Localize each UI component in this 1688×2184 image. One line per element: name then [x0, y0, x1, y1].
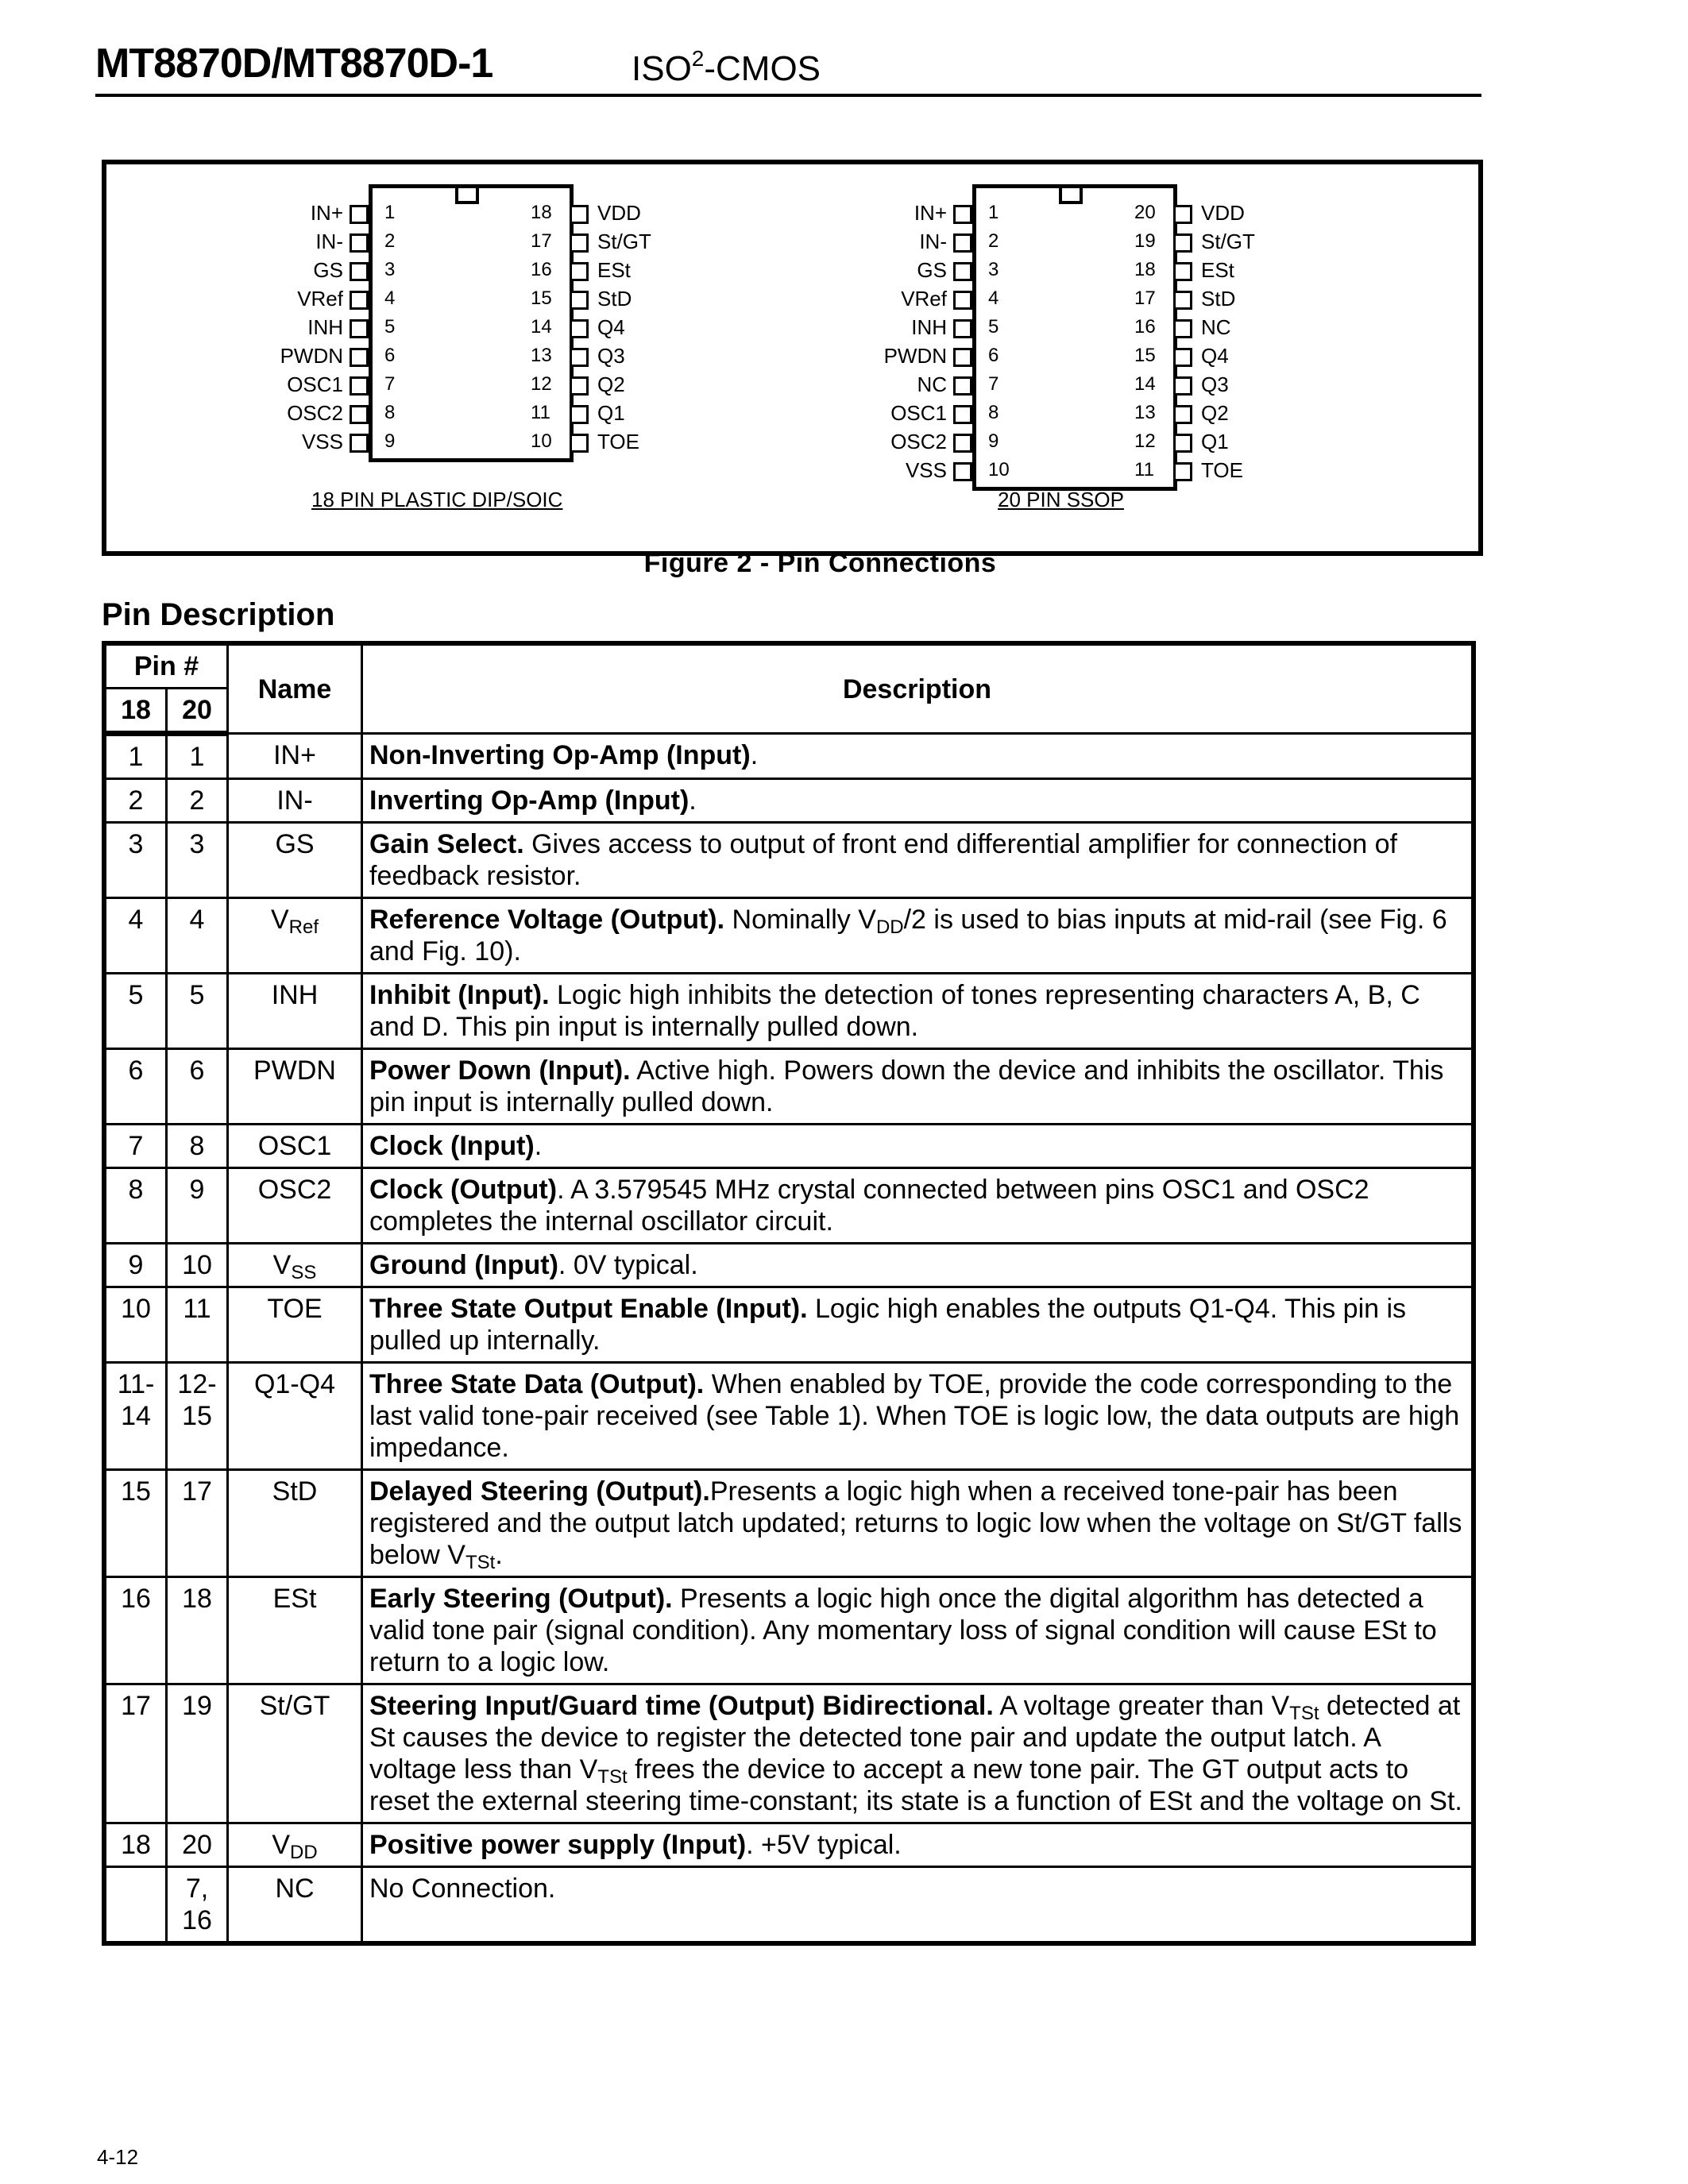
pin-square — [350, 319, 369, 338]
pin-18-cell: 11-14 — [104, 1363, 167, 1470]
pin-square — [1173, 348, 1192, 367]
pin-name-right: NC — [1201, 315, 1231, 339]
pin-number-right: 20 — [1134, 202, 1156, 223]
pin-square — [570, 348, 589, 367]
pin-name-right: StD — [1201, 287, 1236, 311]
pin-name-left: OSC2 — [287, 401, 343, 425]
pin-description-table — [102, 641, 1476, 1946]
pin-name-cell — [228, 1049, 362, 1125]
pin-description-cell — [362, 1168, 1474, 1244]
pin-number-right: 15 — [531, 287, 552, 309]
pin-name-left: INH — [307, 315, 343, 339]
pin-name-left: VRef — [297, 287, 343, 311]
pin-name-right: TOE — [597, 430, 639, 453]
table-row — [104, 823, 1474, 898]
pin-name-right: Q4 — [1201, 344, 1229, 368]
pin-square — [570, 376, 589, 396]
page-header — [95, 38, 1481, 97]
pin-name: ESt — [272, 1584, 317, 1614]
description-text: When enabled by TOE, provide the code corresponding to the last valid tone-pair received (see Table 1). When TOE is logic low, the data outputs are high impedance. — [369, 1369, 1460, 1463]
description-title: Three State Output Enable (Input). — [369, 1294, 808, 1324]
pin-18-cell: 8 — [104, 1168, 167, 1244]
pin-name-cell — [228, 974, 362, 1049]
pin-number-left: 8 — [384, 402, 396, 423]
pin-description-cell — [362, 779, 1474, 823]
pin-20-cell: 19 — [167, 1684, 228, 1823]
pin-name-cell — [228, 898, 362, 974]
description-text: Active high. Powers down the device and inhibits the oscillator. This pin input is internally pulled down. — [369, 1055, 1444, 1117]
pin-name-right: Q1 — [1201, 430, 1229, 453]
pin-name-right: Q3 — [1201, 372, 1229, 396]
pin-number-header: Pin # — [104, 643, 228, 689]
description-title: Non-Inverting Op-Amp (Input) — [369, 740, 751, 770]
pin-name-left: OSC2 — [890, 430, 947, 453]
pin-name-left: OSC1 — [287, 372, 343, 396]
pin-number-left: 9 — [988, 430, 999, 452]
pin-name-left: IN+ — [914, 201, 947, 225]
pin-square — [350, 434, 369, 453]
package-caption: 18 PIN PLASTIC DIP/SOIC — [311, 488, 563, 511]
pin-square — [1173, 462, 1192, 481]
pin-name-cell — [228, 779, 362, 823]
description-title: Early Steering (Output). — [369, 1584, 673, 1614]
pin-description-cell — [362, 1470, 1474, 1577]
pin-name-right: VDD — [1201, 201, 1245, 225]
pin-name-right: ESt — [597, 258, 631, 282]
pin-square — [953, 262, 972, 281]
pin-20-cell: 5 — [167, 974, 228, 1049]
table-row — [104, 1823, 1474, 1867]
description-title: Power Down (Input). — [369, 1055, 631, 1086]
pin-number-left: 10 — [988, 459, 1010, 480]
pin-name: PWDN — [253, 1055, 336, 1086]
description-title: Reference Voltage (Output). — [369, 905, 725, 935]
pin-18-cell: 10 — [104, 1287, 167, 1363]
description-text: No Connection. — [369, 1873, 556, 1904]
description-text: /2 is used to bias inputs at mid-rail (see Fig. 6 and Fig. 10). — [369, 905, 1447, 967]
pin-name-cell — [228, 1470, 362, 1577]
pin-name-cell — [228, 1684, 362, 1823]
description-text: Presents a logic high once the digital algorithm has detected a valid tone pair (signal condition). Any momentary loss of signal condition will cause ESt to return to a logic low. — [369, 1584, 1437, 1677]
pin-number-right: 12 — [531, 373, 552, 395]
pin-18-cell: 2 — [104, 779, 167, 823]
pin-number-right: 14 — [531, 316, 552, 338]
pin-square — [953, 319, 972, 338]
description-subscript: DD — [875, 916, 904, 938]
pin-square — [570, 262, 589, 281]
pin-number-left: 7 — [988, 373, 999, 395]
pin-name-left: GS — [917, 258, 947, 282]
table-row — [104, 1168, 1474, 1244]
pin-description-cell — [362, 1867, 1474, 1944]
part-number-title: MT8870D/MT8870D-1 — [95, 41, 493, 87]
pin-description-cell — [362, 1049, 1474, 1125]
pin-number-left: 1 — [988, 202, 999, 223]
description-title: Steering Input/Guard time (Output) Bidirectional. — [369, 1691, 994, 1721]
description-text: . +5V typical. — [746, 1830, 902, 1860]
description-subscript: TSt — [465, 1552, 496, 1573]
pin-square — [350, 348, 369, 367]
description-title: Inverting Op-Amp (Input) — [369, 785, 689, 816]
pin-number-right: 17 — [531, 230, 552, 252]
pin-square — [953, 434, 972, 453]
description-text: . — [495, 1540, 503, 1570]
pin-square — [350, 376, 369, 396]
pin-20-cell: 9 — [167, 1168, 228, 1244]
pin-18-cell: 5 — [104, 974, 167, 1049]
pin-number-left: 4 — [384, 287, 396, 309]
pin-number-left: 5 — [988, 316, 999, 338]
pin-18-cell: 3 — [104, 823, 167, 898]
table-row — [104, 1049, 1474, 1125]
description-subscript: TSt — [597, 1766, 628, 1788]
pin-name: V — [270, 905, 289, 935]
pin-name: NC — [275, 1873, 315, 1904]
pin-name-left: IN- — [919, 230, 947, 253]
pin-18-cell: 9 — [104, 1244, 167, 1287]
pin-number-right: 18 — [1134, 259, 1156, 280]
description-text: . A 3.579545 MHz crystal connected between pins OSC1 and OSC2 completes the internal oscillator circuit. — [369, 1175, 1369, 1237]
description-text: detected at St causes the device to register the detected tone pair and update the output latch. A voltage less than V — [369, 1691, 1461, 1785]
pin-number-right: 11 — [531, 402, 550, 423]
pin-name-left: IN- — [315, 230, 343, 253]
pin-description-cell — [362, 1684, 1474, 1823]
pin-description-cell — [362, 1577, 1474, 1684]
table-row — [104, 1125, 1474, 1168]
pin-name-right: StD — [597, 287, 632, 311]
pin-square — [1173, 233, 1192, 253]
pin-name-cell — [228, 823, 362, 898]
description-text: A voltage greater than V — [993, 1691, 1290, 1721]
description-text: . 0V typical. — [558, 1250, 698, 1280]
description-header: Description — [362, 643, 1474, 734]
description-text: Presents a logic high when a received tone-pair has been registered and the output latch updated; returns to logic low when the voltage on St/GT falls below V — [369, 1476, 1462, 1570]
pin-18-cell: 4 — [104, 898, 167, 974]
pin-square — [350, 291, 369, 310]
pin-square — [953, 376, 972, 396]
pin-square — [953, 462, 972, 481]
pin-square — [570, 319, 589, 338]
pin-square — [1173, 262, 1192, 281]
pin-number-left: 5 — [384, 316, 396, 338]
pin-name: V — [272, 1250, 292, 1280]
pin-square — [570, 205, 589, 224]
pin-name-cell — [228, 1363, 362, 1470]
pin-20-cell: 4 — [167, 898, 228, 974]
description-title: Delayed Steering (Output). — [369, 1476, 710, 1507]
pin-square — [953, 205, 972, 224]
pin-number-right: 17 — [1134, 287, 1156, 309]
pin-name-left: OSC1 — [890, 401, 947, 425]
pin-name-right: ESt — [1201, 258, 1234, 282]
pin-name-subscript: Ref — [288, 916, 319, 938]
pin-name: OSC2 — [257, 1175, 332, 1205]
pin-name-cell — [228, 1823, 362, 1867]
table-row — [104, 734, 1474, 779]
pin-18-cell: 15 — [104, 1470, 167, 1577]
pin-number-right: 19 — [1134, 230, 1156, 252]
pin-20-cell: 12-15 — [167, 1363, 228, 1470]
pin-number-left: 4 — [988, 287, 999, 309]
pin-20-cell: 7, 16 — [167, 1867, 228, 1944]
pin-name-cell — [228, 1287, 362, 1363]
pin-description-cell — [362, 1823, 1474, 1867]
pin-name-left: IN+ — [310, 201, 343, 225]
description-title: Positive power supply (Input) — [369, 1830, 747, 1860]
pin-18-cell: 7 — [104, 1125, 167, 1168]
pin-20-cell: 17 — [167, 1470, 228, 1577]
pin-name-left: VRef — [901, 287, 947, 311]
pin-number-left: 6 — [988, 345, 999, 366]
pin-18-header: 18 — [104, 689, 167, 734]
figure-caption: Figure 2 - Pin Connections — [643, 548, 997, 578]
pin-number-left: 6 — [384, 345, 396, 366]
pin-number-right: 13 — [1134, 402, 1156, 423]
pin-name-left: NC — [917, 372, 947, 396]
pin-square — [1173, 291, 1192, 310]
pin-name: OSC1 — [257, 1131, 332, 1161]
pin-20-cell: 10 — [167, 1244, 228, 1287]
pin-description-cell — [362, 898, 1474, 974]
pin-number-right: 14 — [1134, 373, 1156, 395]
pin-name-right: St/GT — [1201, 230, 1255, 253]
table-row — [104, 1244, 1474, 1287]
table-row — [104, 1287, 1474, 1363]
pin-number-right: 16 — [1134, 316, 1156, 338]
description-title: Clock (Input) — [369, 1131, 535, 1161]
description-text: Gives access to output of front end differential amplifier for connection of feedback resistor. — [369, 829, 1397, 891]
pin-name-left: GS — [313, 258, 343, 282]
description-text: frees the device to accept a new tone pair. The GT output acts to reset the external steering time-constant; its state is a function of ESt and the voltage on St. — [369, 1754, 1462, 1816]
pin-name-right: St/GT — [597, 230, 651, 253]
pin-square — [1173, 434, 1192, 453]
description-text: Logic high inhibits the detection of tones representing characters A, B, C and D. This pin input is internally pulled down. — [369, 980, 1420, 1042]
pin-name-right: Q2 — [597, 372, 625, 396]
description-title: Gain Select. — [369, 829, 524, 859]
description-text: . — [689, 785, 697, 816]
description-text: Logic high enables the outputs Q1-Q4. This pin is pulled up internally. — [369, 1294, 1407, 1356]
pin-20-cell: 20 — [167, 1823, 228, 1867]
pin-20-header: 20 — [167, 689, 228, 734]
pin-square — [1173, 376, 1192, 396]
pin-name: TOE — [267, 1294, 323, 1324]
pin-name: INH — [271, 980, 319, 1010]
pin-name-left: PWDN — [883, 344, 947, 368]
description-title: Ground (Input) — [369, 1250, 558, 1280]
pin-square — [570, 434, 589, 453]
package-caption: 20 PIN SSOP — [998, 488, 1124, 511]
pin-name-right: TOE — [1201, 458, 1243, 482]
pin-description-cell — [362, 1287, 1474, 1363]
description-text: . — [750, 740, 759, 770]
pin-name-right: Q4 — [597, 315, 625, 339]
pin-number-right: 11 — [1134, 459, 1154, 480]
pin-number-right: 15 — [1134, 345, 1156, 366]
pin-name-left: INH — [911, 315, 947, 339]
pin-name-left: PWDN — [280, 344, 343, 368]
pin-20-cell: 6 — [167, 1049, 228, 1125]
pin-number-right: 10 — [531, 430, 552, 452]
pin-name: St/GT — [259, 1691, 330, 1721]
pin-name-subscript: DD — [290, 1842, 318, 1863]
pin-description-cell — [362, 1363, 1474, 1470]
table-row — [104, 1470, 1474, 1577]
page-number: 4-12 — [97, 2145, 139, 2169]
pin-square — [953, 348, 972, 367]
pin-description-cell — [362, 974, 1474, 1049]
pin-square — [350, 262, 369, 281]
pin-square — [1173, 405, 1192, 424]
pin-square — [1173, 205, 1192, 224]
pin-18-cell: 1 — [104, 734, 167, 779]
pin-square — [570, 291, 589, 310]
description-text: Nominally V — [724, 905, 876, 935]
pin-18-cell: 17 — [104, 1684, 167, 1823]
table-row — [104, 974, 1474, 1049]
pin-square — [350, 205, 369, 224]
pin-name-right: Q2 — [1201, 401, 1229, 425]
pin-name-left: VSS — [301, 430, 343, 453]
name-header: Name — [228, 643, 362, 734]
pin-name: StD — [272, 1476, 318, 1507]
pin-20-cell: 8 — [167, 1125, 228, 1168]
pin-name-cell — [228, 1125, 362, 1168]
pin-description-cell — [362, 823, 1474, 898]
pin-description-cell — [362, 1244, 1474, 1287]
table-row — [104, 1577, 1474, 1684]
table-row — [104, 1867, 1474, 1944]
pin-name: GS — [275, 829, 315, 859]
package-notch — [455, 188, 479, 204]
pin-square — [570, 405, 589, 424]
table-row — [104, 898, 1474, 974]
description-title: Clock (Output) — [369, 1175, 558, 1205]
table-row — [104, 779, 1474, 823]
pin-number-left: 1 — [384, 202, 396, 223]
description-subscript: TSt — [1289, 1703, 1319, 1724]
pin-name-left: VSS — [905, 458, 947, 482]
pin-name-cell — [228, 734, 362, 779]
pin-18-cell: 6 — [104, 1049, 167, 1125]
package-notch — [1059, 188, 1083, 204]
pin-number-left: 3 — [384, 259, 396, 280]
pin-18-cell: 16 — [104, 1577, 167, 1684]
pin-number-left: 8 — [988, 402, 999, 423]
pin-square — [953, 405, 972, 424]
pin-connections-figure — [102, 160, 1483, 556]
description-text: . — [534, 1131, 543, 1161]
pin-rows — [104, 734, 1474, 1944]
description-title: Inhibit (Input). — [369, 980, 550, 1010]
pin-number-right: 13 — [531, 345, 552, 366]
pin-number-right: 16 — [531, 259, 552, 280]
pin-square — [570, 233, 589, 253]
pin-number-left: 2 — [384, 230, 396, 252]
pin-name-right: Q1 — [597, 401, 625, 425]
pin-description-cell — [362, 1125, 1474, 1168]
pin-square — [350, 405, 369, 424]
pin-number-left: 7 — [384, 373, 396, 395]
pin-20-cell: 3 — [167, 823, 228, 898]
pin-name: Q1-Q4 — [253, 1369, 336, 1399]
pin-number-right: 18 — [531, 202, 552, 223]
description-title: Three State Data (Output). — [369, 1369, 705, 1399]
pin-name-cell — [228, 1577, 362, 1684]
pin-number-left: 9 — [384, 430, 396, 452]
pin-number-left: 2 — [988, 230, 999, 252]
pin-number-left: 3 — [988, 259, 999, 280]
pin-18-cell — [104, 1867, 167, 1944]
pin-name: V — [272, 1830, 290, 1860]
table-row — [104, 1363, 1474, 1470]
pin-name: IN+ — [273, 740, 316, 770]
pin-18-cell: 18 — [104, 1823, 167, 1867]
pin-name-right: VDD — [597, 201, 641, 225]
pin-name-right: Q3 — [597, 344, 625, 368]
pin-20-cell: 11 — [167, 1287, 228, 1363]
pin-number-right: 12 — [1134, 430, 1156, 452]
pin-square — [1173, 319, 1192, 338]
section-title: Pin Description — [102, 597, 335, 632]
pin-name-cell — [228, 1244, 362, 1287]
technology-label: ISO$^2$-CMOS — [632, 46, 821, 88]
pin-description-cell — [362, 734, 1474, 779]
pin-square — [953, 233, 972, 253]
pin-name-subscript: SS — [291, 1262, 317, 1283]
pin-20-cell: 18 — [167, 1577, 228, 1684]
pin-name-cell — [228, 1867, 362, 1944]
pin-name-cell — [228, 1168, 362, 1244]
pin-20-cell: 1 — [167, 734, 228, 779]
pin-square — [953, 291, 972, 310]
pin-20-cell: 2 — [167, 779, 228, 823]
pin-square — [350, 233, 369, 253]
pin-name: IN- — [276, 785, 313, 816]
table-row — [104, 1684, 1474, 1823]
